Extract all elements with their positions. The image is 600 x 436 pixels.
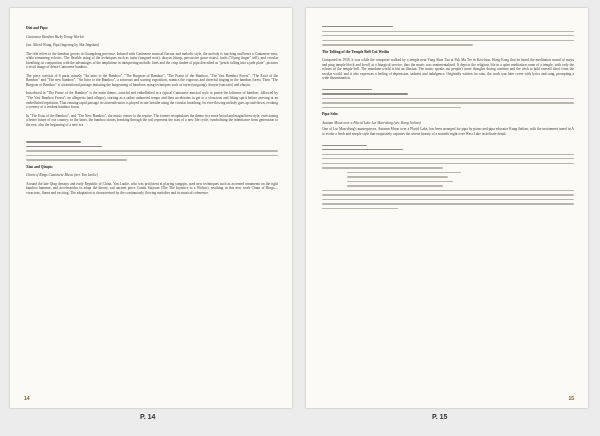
page-caption: P. 15 (432, 414, 448, 421)
section1-paragraph: Introduced in "The Praise of the Bamboo" is the main theme—tuneful and embellished in a typical Cantonese musical style to praise the loftiness of bamboo, followed by "The Vast Bamboo Forest", an allegretto (and allegro), starting as a rather unhurried tempo and then accelerates to get to a vivacious and lilting spirit before arriving at an embellished repetition. That ensuing rapid passage in sixteenth-notes is played in one breathe using the circular breathing. Its ever-flowing melody goes up-and-down, evoking a scenery of a verdant bamboo forest. (26, 91, 278, 110)
chinese-text-block (322, 26, 574, 46)
section-work: Autumn Moon over a Placid Lake Lui Man-shing (arr. Kung Jinlian) (322, 120, 421, 125)
right-page-content (322, 22, 574, 213)
section-title: The Tolling of the Temple Bell Cui Weilin (322, 49, 389, 54)
chinese-text-block (26, 141, 278, 161)
page-number: 14 (24, 396, 30, 402)
page-number: 15 (568, 396, 574, 402)
section2-title: Xiao and Qinqin: (26, 164, 53, 169)
right-page (306, 8, 588, 408)
section1-paragraph: The piece consists of 6 parts, namely "An intro to the Bamboo", "The Burgeon of Bamboo", "The Praise of the Bamboo, "The Vast Bamboo Forest", "The Exist of the Bamboo" and "The new bamboo". "An Intro to the Bamboo", a sonorous and soaring exposition, mimics the vigorous and cheerful singing in the bamboo forest. Then "The Burgeon of Bamboo" is a transitional passage imitating the burgeoning of bamboos using techniques such as tuyin (tonguing), duoyin (staccato) and zhuyin. (26, 73, 278, 87)
section1-title: Dizi and Pipa: (26, 26, 48, 30)
section2-work: Chain of Rings Cantonese Music (arr. Yan Laolie) (26, 173, 98, 178)
section1-credit: (arr. Alfred Wong, Pipa fingering by Sha Jingshan) (26, 43, 100, 48)
section1-paragraph: The title refers to the bamboo groves in Guangdong province. Infused with Cantonese musical flavour and melodic style, the melody is touching and bears a Cantonese-ness, while remaining eclectic. The flexible using of the techniques such as tuyin (tongued note), duoyin (sharp, percussive grace notes), fuzhi ("flying finger" trill), and circular breathing, in conjunction with the advantages of the amphitone in interpreting melodic lines and the crisp timbre of pipa described as "pearls falling into a jade plate", pictures a vivid image of dense Cantonese bamboo. (26, 51, 278, 70)
section1-work: Cantonese Bamboo Bicky Yeung Wai-kit (26, 34, 84, 39)
section2-paragraph: Around the late Qing dynasty and early Republic of China, Yan Laolie, who was proficient at playing yangqin, used new techniques such as accented ornaments on the right bamboo hammer, and accelerandos to adapt the dreary, sad ancient piece Cuizhi Suiyuan (The The Injustice to a Widow), resulting in this new work Chain of Rings—vivacious, fluent and exciting. The adaptation is characterised by the continuously flowing melodies and its musical coherence. (26, 181, 278, 195)
section-title: Pipa Solo: (322, 112, 339, 117)
section1-paragraph: In "The Exist of the Bamboo", and "The New Bamboo", the music comes to the reprise. The former recapitulates the theme in a more broad and magnificent style, envisioning a better future of our country; in the latter, the bamboo shoots breaking through the soil represent the start of a new life cycle, symbolising the inheritance from generation to the rest, also the beginning of a new era. (26, 113, 278, 127)
left-page-content (26, 22, 278, 200)
left-page (10, 8, 292, 408)
section-paragraph: One of Lui Man-shing's masterpieces, Autumn Moon over a Placid Lake, has been arranged for pipa by piano and pipa educator Kung Jinlian, with the instrument tuned in A to evoke a fresh and simple style that exquisitely captures the serene beauty of a moonlit night over West Lake in delicate detail. (322, 127, 574, 136)
chinese-text-block (322, 145, 574, 210)
page-caption: P. 14 (140, 414, 156, 421)
chinese-text-block (322, 89, 574, 109)
section-paragraph: Composed in 1939, it was while the composer walked by a temple near Yung Shue Tau at Yuk Ma Ter in Kowloon, Hong Kong that he heard the meditation sound of muyu and ping temple block and bowl) at a liturgical service, thus the music was sentimentalised. It depicts the religious life in a quiet meditation room of a temple, with only the echoes of the temple bell. The mundane world is but an illusion. The music speaks out people's inner thoughts during wartime and the wish to hold oneself aloof from the secular world, and it also expresses a feeling of depression, sadness and indulgence. Originally written for xiao, the work was later cover with lyrics and sung, prompting a wide dissemination. (322, 58, 574, 81)
